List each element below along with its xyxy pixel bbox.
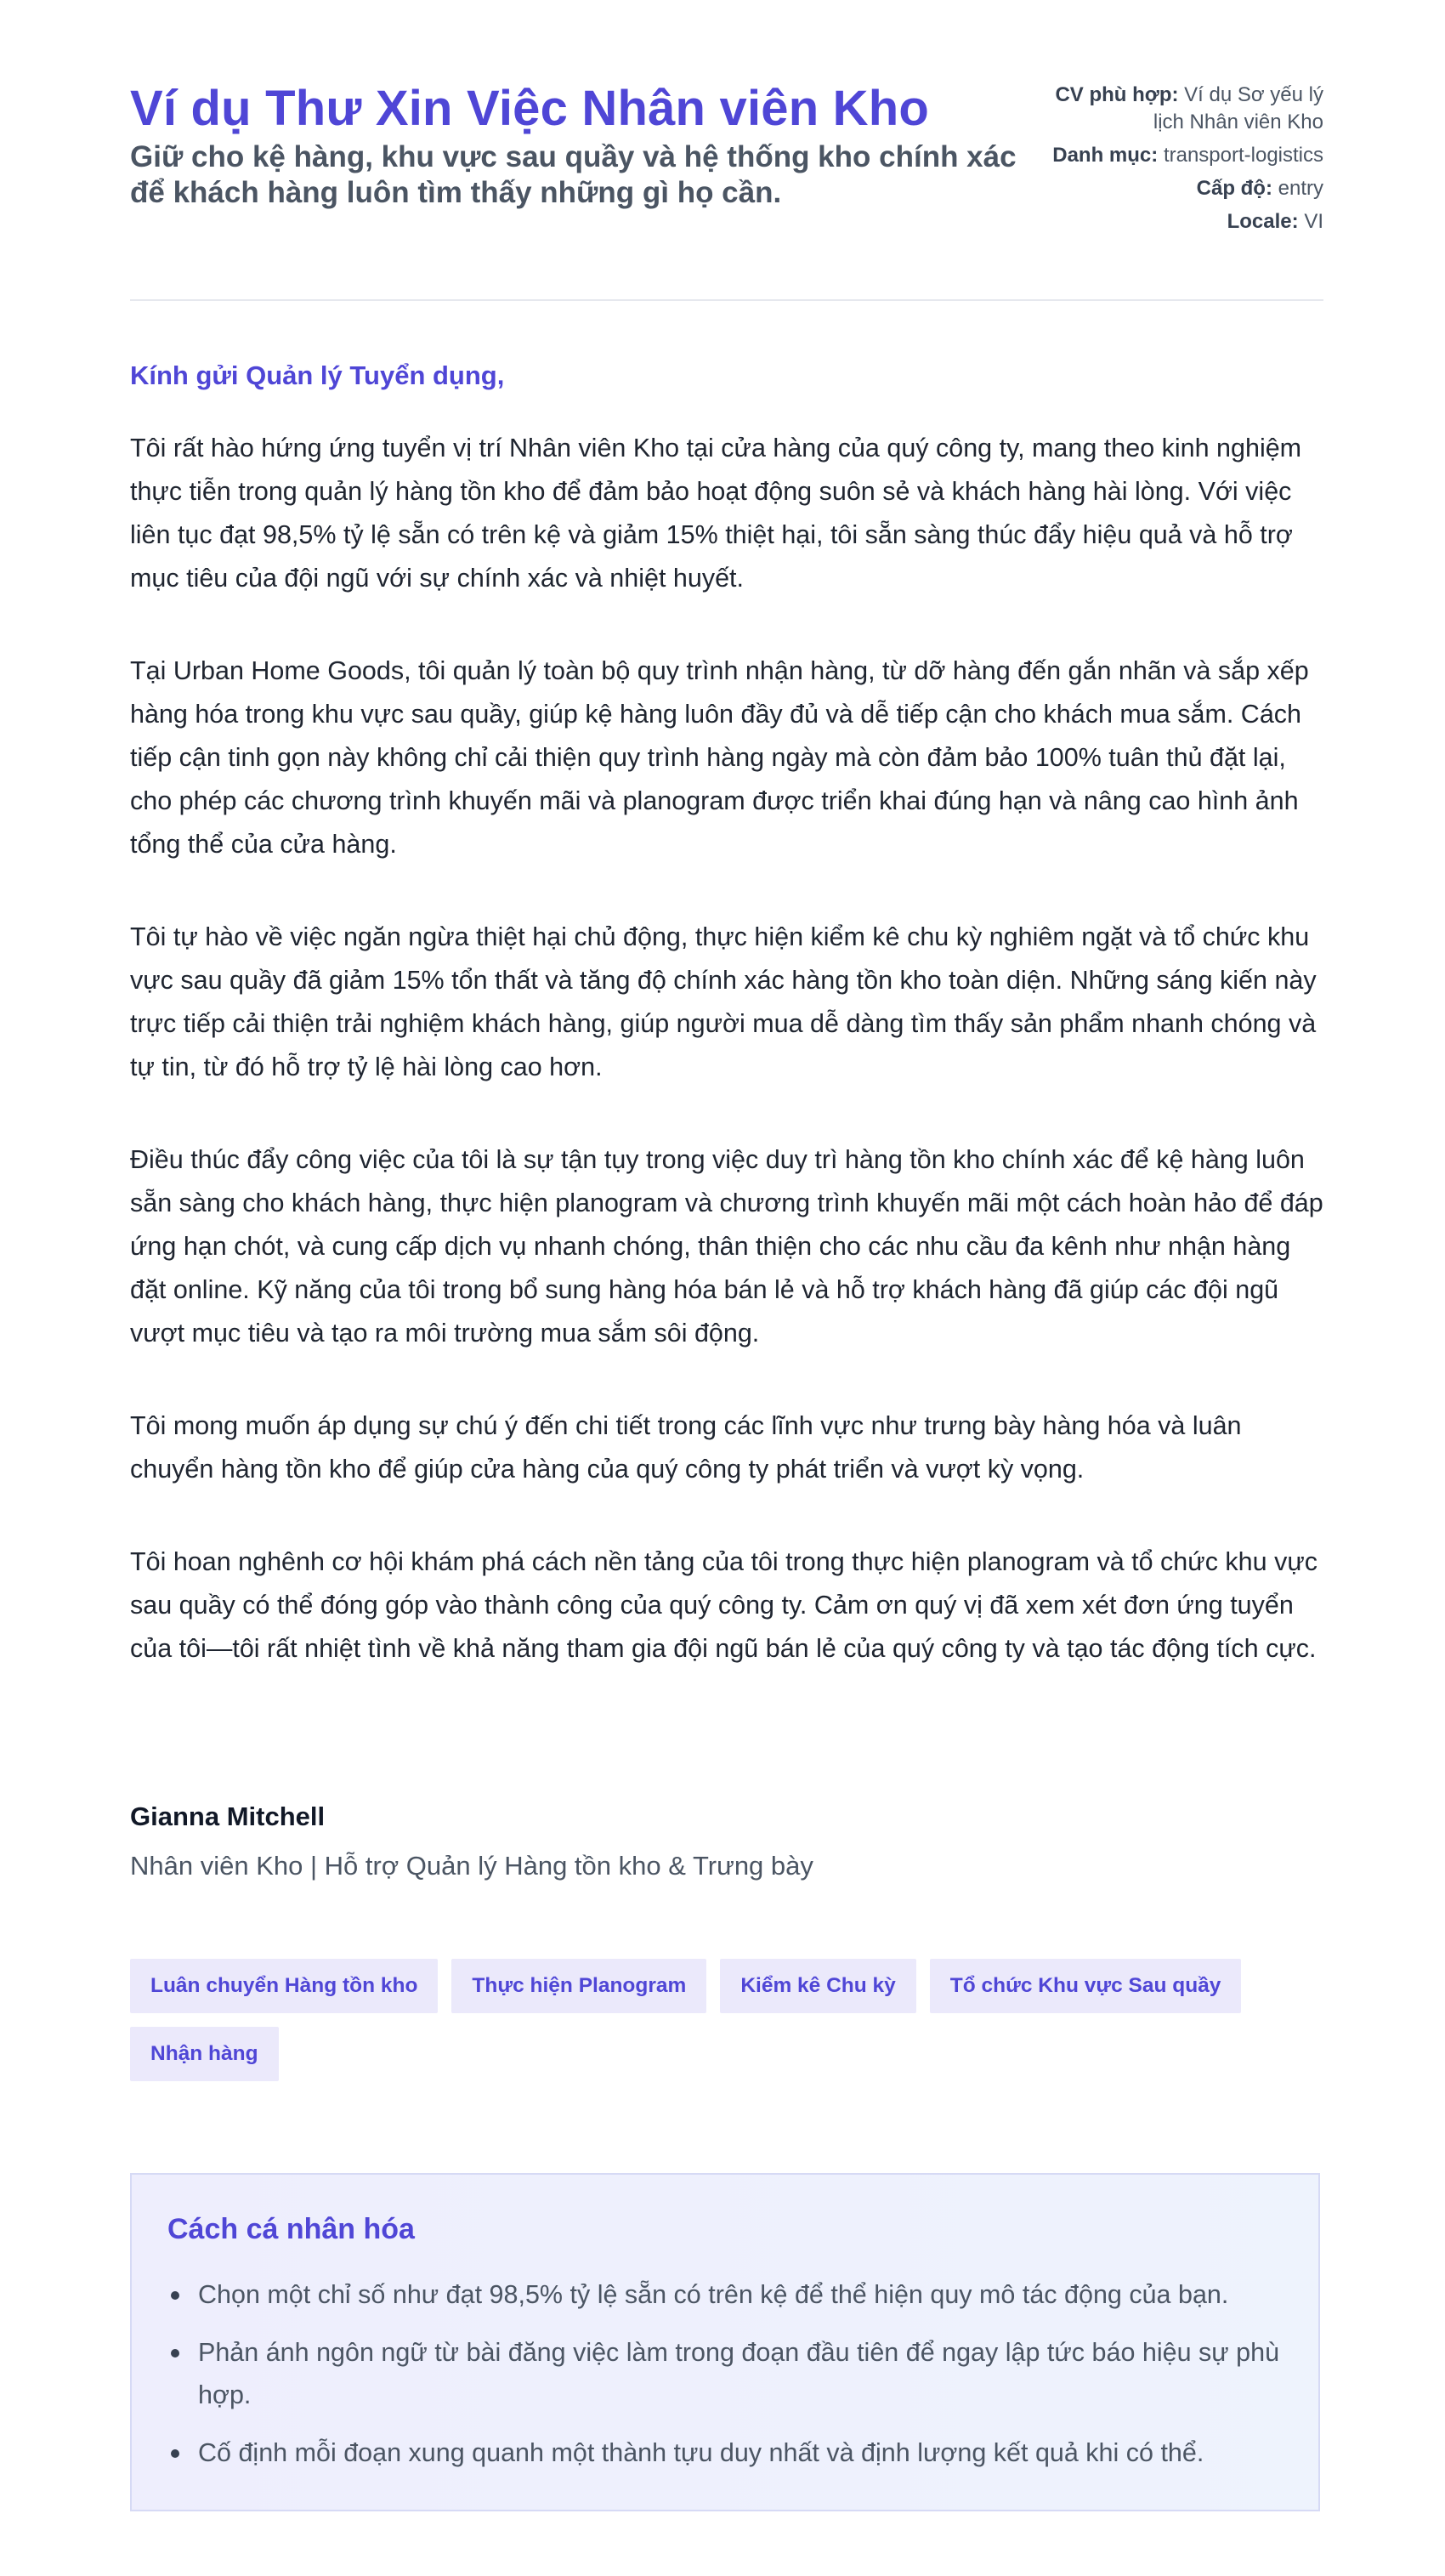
metadata-panel bbox=[1043, 82, 1323, 241]
page-subtitle: Giữ cho kệ hàng, khu vực sau quầy và hệ thống kho chính xác để khách hàng luôn tìm thấy những gì họ cần. bbox=[130, 140, 1017, 209]
signer-role: Nhân viên Kho | Hỗ trợ Quản lý Hàng tồn kho & Trưng bày bbox=[130, 1851, 813, 1881]
meta-cv bbox=[1043, 82, 1323, 136]
meta-level-label: Cấp độ: bbox=[1196, 177, 1272, 200]
letter-paragraph: Tại Urban Home Goods, tôi quản lý toàn bộ quy trình nhận hàng, từ dỡ hàng đến gắn nhãn và sắp xếp hàng hóa trong khu vực sau quầy, giúp kệ hàng luôn đầy đủ và dễ tiếp cận cho khách mua sắm. Cách tiếp cận tinh gọn này không chỉ cải thiện quy trình hàng ngày mà còn đảm bảo 100% tuân thủ đặt lại, cho phép các chương trình khuyến mãi và planogram được triển khai đúng hạn và nâng cao hình ảnh tổng thể của cửa hàng. bbox=[130, 656, 1309, 859]
meta-level-value: entry bbox=[1278, 177, 1323, 200]
meta-cv-label: CV phù hợp: bbox=[1055, 83, 1179, 106]
meta-category-label: Danh mục: bbox=[1052, 144, 1159, 167]
page-header bbox=[130, 0, 1323, 301]
meta-category-value: transport-logistics bbox=[1163, 144, 1323, 167]
letter-paragraph: Điều thúc đẩy công việc của tôi là sự tận tụy trong việc duy trì hàng tồn kho chính xác để kệ hàng luôn sẵn sàng cho khách hàng, thực hiện planogram và chương trình khuyến mãi một cách hoàn hảo để đáp ứng hạn chót, và cung cấp dịch vụ nhanh chóng, thân thiện cho các nhu cầu đa kênh như nhận hàng đặt online. Kỹ năng của tôi trong bổ sung hàng hóa bán lẻ và hỗ trợ khách hàng đã giúp các đội ngũ vượt mục tiêu và tạo ra môi trường mua sắm sôi động. bbox=[130, 1145, 1323, 1348]
letter-body bbox=[130, 427, 1323, 1720]
letter-paragraph: Tôi rất hào hứng ứng tuyển vị trí Nhân viên Kho tại cửa hàng của quý công ty, mang theo kinh nghiệm thực tiễn trong quản lý hàng tồn kho để đảm bảo hoạt động suôn sẻ và khách hàng hài lòng. Với việc liên tục đạt 98,5% tỷ lệ sẵn có trên kệ và giảm 15% thiệt hại, tôi sẵn sàng thúc đẩy hiệu quả và hỗ trợ mục tiêu của đội ngũ với sự chính xác và nhiệt huyết. bbox=[130, 434, 1302, 593]
skill-tag[interactable]: Luân chuyển Hàng tồn kho bbox=[130, 1959, 438, 2013]
tips-list bbox=[167, 2273, 1312, 2489]
meta-level bbox=[1043, 175, 1323, 202]
meta-locale-label: Locale: bbox=[1227, 210, 1299, 233]
meta-category bbox=[1043, 142, 1323, 169]
letter-paragraph: Tôi tự hào về việc ngăn ngừa thiệt hại chủ động, thực hiện kiểm kê chu kỳ nghiêm ngặt và tổ chức khu vực sau quầy đã giảm 15% tổn thất và tăng độ chính xác hàng tồn kho toàn diện. Những sáng kiến này trực tiếp cải thiện trải nghiệm khách hàng, giúp người mua dễ dàng tìm thấy sản phẩm nhanh chóng và tự tin, từ đó hỗ trợ tỷ lệ hài lòng cao hơn. bbox=[130, 922, 1317, 1081]
meta-locale bbox=[1043, 208, 1323, 235]
meta-locale-value: VI bbox=[1304, 210, 1323, 233]
tips-title: Cách cá nhân hóa bbox=[167, 2213, 415, 2245]
skill-tag[interactable]: Nhận hàng bbox=[130, 2027, 279, 2081]
tip-item: Phản ánh ngôn ngữ từ bài đăng việc làm trong đoạn đầu tiên để ngay lập tức báo hiệu sự phù hợp. bbox=[198, 2331, 1312, 2416]
skill-tag[interactable]: Kiểm kê Chu kỳ bbox=[720, 1959, 915, 2013]
letter-paragraph: Tôi mong muốn áp dụng sự chú ý đến chi tiết trong các lĩnh vực như trưng bày hàng hóa và luân chuyển hàng tồn kho để giúp cửa hàng của quý công ty phát triển và vượt kỳ vọng. bbox=[130, 1411, 1242, 1484]
signer-name: Gianna Mitchell bbox=[130, 1801, 326, 1831]
skill-tag[interactable]: Tổ chức Khu vực Sau quầy bbox=[930, 1959, 1242, 2013]
cover-letter-page bbox=[130, 0, 1323, 2467]
meta-cv-value[interactable]: Ví dụ Sơ yếu lý lịch Nhân viên Kho bbox=[1153, 83, 1323, 133]
page-title: Ví dụ Thư Xin Việc Nhân viên Kho bbox=[130, 81, 930, 136]
personalization-tips bbox=[130, 2173, 1320, 2511]
tip-item: Chọn một chỉ số như đạt 98,5% tỷ lệ sẵn có trên kệ để thể hiện quy mô tác động của bạn. bbox=[198, 2273, 1312, 2316]
skill-tag[interactable]: Thực hiện Planogram bbox=[451, 1959, 706, 2013]
skill-tags bbox=[130, 1959, 1323, 2081]
tip-item: Cố định mỗi đoạn xung quanh một thành tựu duy nhất và định lượng kết quả khi có thể. bbox=[198, 2431, 1312, 2474]
letter-paragraph: Tôi hoan nghênh cơ hội khám phá cách nền tảng của tôi trong thực hiện planogram và tổ chức khu vực sau quầy có thể đóng góp vào thành công của quý công ty. Cảm ơn quý vị đã xem xét đơn ứng tuyển của tôi—tôi rất nhiệt tình về khả năng tham gia đội ngũ bán lẻ của quý công ty và tạo tác động tích cực. bbox=[130, 1547, 1318, 1663]
letter-salutation: Kính gửi Quản lý Tuyển dụng, bbox=[130, 360, 505, 390]
